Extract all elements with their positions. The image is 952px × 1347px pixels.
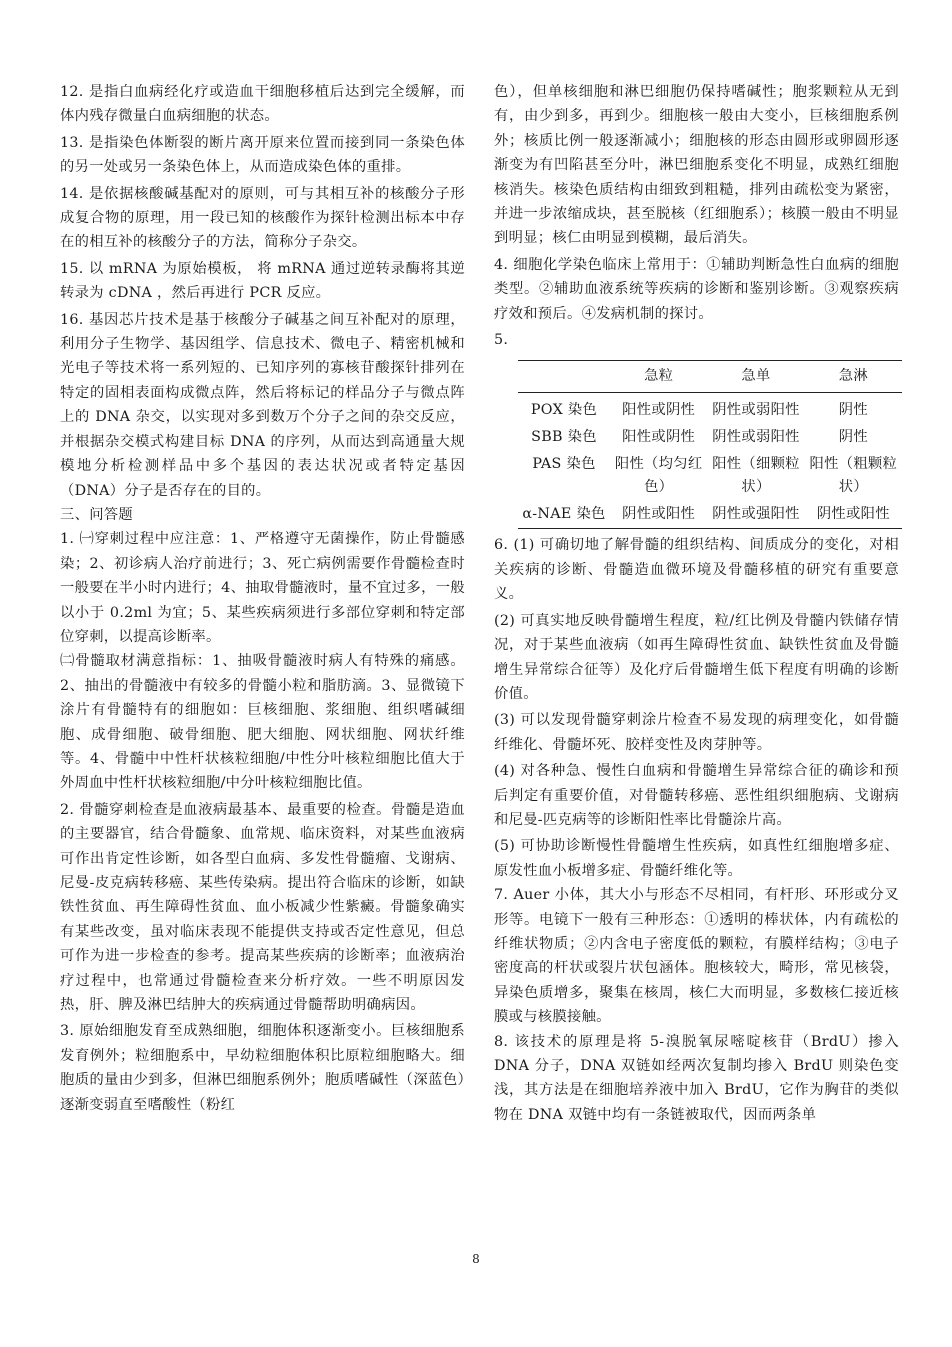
table-cell: 阳性或阴性: [622, 402, 696, 419]
table-cell: 阴性或强阳性: [707, 501, 804, 529]
table-cell: 阳性（细颗粒状）: [712, 456, 800, 496]
table-cell: α-NAE 染色: [518, 501, 610, 529]
table-header-all: 急淋: [805, 361, 902, 393]
table-cell: 阳性（均匀红色）: [614, 456, 703, 496]
answer-6-4: (4) 对各种急、慢性白血病和骨髓增生异常综合征的确诊和预后判定有重要价值，对骨髓转移癌、恶性组织细胞病、戈谢病和尼曼-匹克病等的诊断阳性率比骨髓涂片高。: [494, 763, 899, 828]
table-header-blank: [518, 361, 610, 393]
page-number: 8: [472, 1252, 480, 1266]
paragraph-13: 13. 是指染色体断裂的断片离开原来位置而接到同一条染色体的另一处或另一条染色体上，从而造成染色体的重排。: [60, 134, 465, 176]
table-cell: 阳性（粗颗粒状）: [809, 456, 898, 496]
answer-8: 8. 该技术的原理是将 5-溴脱氧尿嘧啶核苷（BrdU）掺入 DNA 分子，DNA 双链如经两次复制均掺入 BrdU 则染色变浅，其方法是在细胞培养液中加入 BrdU，它作为胸苷的类似物在 DNA 双链中均有一条链被取代，因而两条单: [494, 1033, 899, 1123]
answer-3-cont: 色），但单核细胞和淋巴细胞仍保持嗜碱性；胞浆颗粒从无到有，由少到多，再到少。细胞核一般由大变小，巨核细胞系例外；核质比例一般逐渐减小；细胞核的形态由圆形或卵圆形逐渐变为有凹陷甚至分叶，淋巴细胞系变化不明显，成熟红细胞核消失。核染色质结构由细致到粗糙，排列由疏松变为紧密，并进一步浓缩成块，甚至脱核（红细胞系）；核膜一般由不明显到明显；核仁由明显到模糊，最后消失。: [494, 84, 899, 247]
paragraph-15: 15. 以 mRNA 为原始模板， 将 mRNA 通过逆转录酶将其逆转录为 cDNA ，然后再进行 PCR 反应。: [60, 260, 465, 302]
table-cell: 阴性或弱阳性: [712, 402, 800, 419]
table-header-aml: 急粒: [610, 361, 707, 393]
table-cell: 阳性或阴性: [622, 429, 696, 446]
table-cell: SBB 染色: [531, 429, 597, 446]
table-row: [518, 393, 902, 425]
table-header-row: [518, 361, 902, 393]
table-cell: 阴性: [838, 402, 868, 419]
paragraph-12: 12. 是指白血病经化疗或造血干细胞移植后达到完全缓解，而体内残存微量白血病细胞的状态。: [60, 84, 465, 125]
table-cell: PAS 染色: [532, 456, 596, 473]
table-cell: 阴性或阳性: [805, 501, 902, 529]
answer-3-start: 3. 原始细胞发育至成熟细胞，细胞体积逐渐变小。巨核细胞系发育例外；粒细胞系中，早幼粒细胞体积比原粒细胞略大。细胞质的量由少到多，但淋巴细胞系例外；胞质嗜碱性（深蓝色）逐渐变弱直至嗜酸性（粉红: [60, 1023, 465, 1113]
answer-2: 2. 骨髓穿刺检查是血液病最基本、最重要的检查。骨髓是造血的主要器官，结合骨髓象、血常规、临床资料，对某些血液病可作出肯定性诊断，如各型白血病、多发性骨髓瘤、戈谢病、尼曼-皮克病转移癌、某些传染病。提出符合临床的诊断，如缺铁性贫血、再生障碍性贫血、血小板减少性紫癜。骨髓象确实有某些改变，虽对临床表现不能提供支持或否定性意见，但总可作为进一步检查的参考。提高某些疾病的诊断率；血液病治疗过程中，也常通过骨髓检查来分析疗效。一些不明原因发热，肝、脾及淋巴结肿大的疾病通过骨髓帮助明确病因。: [60, 801, 465, 1014]
answer-1-part-2: ㈡骨髓取材满意指标：1、抽吸骨髓液时病人有特殊的痛感。2、抽出的骨髓液中有较多的骨髓小粒和脂肪滴。3、显微镜下涂片有骨髓特有的细胞如：巨核细胞、浆细胞、组织嗜碱细胞、成骨细胞、破骨细胞、肥大细胞、网状细胞、网状纤维等。4、骨髓中中性杆状核粒细胞/中性分叶核粒细胞比值大于外周血中性杆状核粒细胞/中分叶核粒细胞比值。: [60, 653, 465, 792]
section-heading: 三、问答题: [60, 506, 133, 523]
stain-comparison-table: [518, 360, 902, 529]
table-row: [518, 424, 902, 451]
answer-5-label: 5.: [494, 332, 509, 349]
table-header-amol: 急单: [707, 361, 804, 393]
answer-7: 7. Auer 小体，其大小与形态不尽相同，有杆形、环形或分叉形等。电镜下一般有三种形态：①透明的棒状体，内有疏松的纤维状物质；②内含电子密度低的颗粒，有膜样结构；③电子密度高的杆状或裂片状包涵体。胞核较大，畸形，常见核袋，异染色质增多，聚集在核周，核仁大而明显，多数核仁接近核膜或与核膜接触。: [494, 887, 899, 1026]
answer-1-part-1: 1. ㈠穿刺过程中应注意：1、严格遵守无菌操作，防止骨髓感染；2、初诊病人治疗前进行；3、死亡病例需要作骨髓检查时一般要在半小时内进行；4、抽取骨髓液时，量不宜过多，一般以小于 0.2ml 为宜；5、某些疾病须进行多部位穿刺和特定部位穿刺，以提高诊断率。: [60, 531, 465, 645]
paragraph-14: 14. 是依据核酸碱基配对的原则，可与其相互补的核酸分子形成复合物的原理，用一段已知的核酸作为探针检测出标本中存在的相互补的核酸分子的方法，简称分子杂交。: [60, 185, 465, 251]
left-column: [60, 80, 465, 1117]
answer-6-1: 6. (1) 可确切地了解骨髓的组织结构、间质成分的变化，对相关疾病的诊断、骨髓造血微环境及骨髓移植的研究有重要意义。: [494, 537, 899, 603]
table-cell: 阴性或弱阳性: [712, 429, 800, 446]
table-row: [518, 451, 902, 501]
paragraph-16: 16. 基因芯片技术是基于核酸分子碱基之间互补配对的原理，利用分子生物学、基因组学、信息技术、微电子、精密机械和光电子等技术将一系列短的、已知序列的寡核苷酸探针排列在特定的固相表面构成微点阵，然后将标记的样品分子与微点阵上的 DNA 杂交，以实现对多到数万个分子之间的杂交反应，并根据杂交模式构建目标 DNA 的序列，从而达到高通量大规模地分析检测样品中多个基因的表达状况或者特定基因（DNA）分子是否存在的目的。: [60, 311, 465, 499]
table-row: [518, 501, 902, 529]
table-cell: POX 染色: [530, 402, 598, 419]
right-column: [494, 80, 899, 1127]
table-cell: 阴性或阳性: [610, 501, 707, 529]
table-cell: 阴性: [838, 429, 868, 446]
answer-6-3: (3) 可以发现骨髓穿刺涂片检查不易发现的病理变化，如骨髓纤维化、骨髓坏死、胶样变性及肉芽肿等。: [494, 712, 899, 753]
answer-4: 4. 细胞化学染色临床上常用于：①辅助判断急性白血病的细胞类型。②辅助血液系统等疾病的诊断和鉴别诊断。③观察疾病疗效和预后。④发病机制的探讨。: [494, 256, 899, 322]
answer-6-2: (2) 可真实地反映骨髓增生程度，粒/红比例及骨髓内铁储存情况，对于某些血液病（如再生障碍性贫血、缺铁性贫血及骨髓增生异常综合征等）及化疗后骨髓增生低下程度有明确的诊断价值。: [494, 612, 899, 702]
answer-6-5: (5) 可协助诊断慢性骨髓增生性疾病，如真性红细胞增多症、原发性血小板增多症、骨髓纤维化等。: [494, 838, 899, 879]
